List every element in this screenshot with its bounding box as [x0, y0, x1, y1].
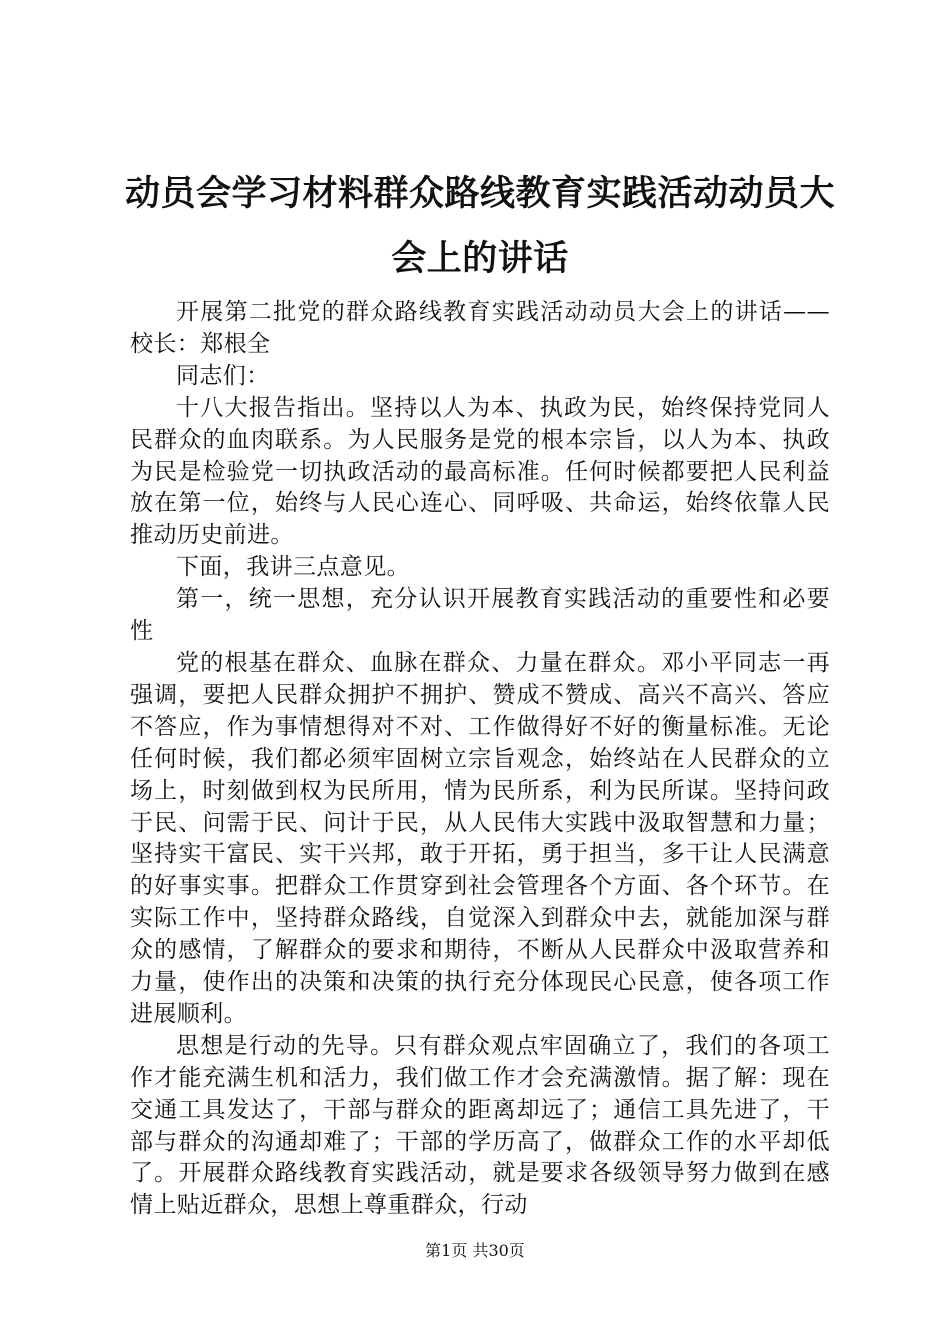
paragraph-roots: 党的根基在群众、血脉在群众、力量在群众。邓小平同志一再强调，要把人民群众拥护不拥护、赞成不赞成、高兴不高兴、答应不答应，作为事情想得对不对、工作做得好不好的衡量标准。无论任何时候，我们都必须牢固树立宗旨观念，始终站在人民群众的立场上，时刻做到权为民所用，情为民所系，利为民所谋。坚持问政于民、问需于民、问计于民，从人民伟大实践中汲取智慧和力量；坚持实干富民、实干兴邦，敢于开拓，勇于担当，多干让人民满意的好事实事。把群众工作贯穿到社会管理各个方面、各个环节。在实际工作中，坚持群众路线，自觉深入到群众中去，就能加深与群众的感情，了解群众的要求和期待，不断从人民群众中汲取营养和力量，使作出的决策和决策的执行充分体现民心民意，使各项工作进展顺利。 [130, 649, 830, 1027]
paragraph-greeting: 同志们： [176, 362, 270, 389]
paragraph-report: 十八大报告指出。坚持以人为本、执政为民，始终保持党同人民群众的血肉联系。为人民服务是党的根本宗旨，以人为本、执政为民是检验党一切执政活动的最高标准。任何时候都要把人民利益放在第一位，始终与人民心连心、同呼吸、共命运，始终依靠人民推动历史前进。 [130, 394, 830, 549]
page-footer: 第1页 共30页 [425, 1241, 525, 1260]
paragraph-intro: 下面，我讲三点意见。 [176, 554, 410, 581]
document-body [130, 297, 830, 1222]
paragraph-thought: 思想是行动的先导。只有群众观点牢固确立了，我们的各项工作才能充满生机和活力，我们做工作才会充满激情。据了解：现在交通工具发达了，干部与群众的距离却远了；通信工具先进了，干部与群众的沟通却难了；干部的学历高了，做群众工作的水平却低了。开展群众路线教育实践活动，就是要求各级领导努力做到在感情上贴近群众，思想上尊重群众，行动 [130, 1032, 830, 1219]
paragraph-subtitle: 开展第二批党的群众路线教育实践活动动员大会上的讲话——校长：郑根全 [130, 299, 830, 357]
paragraph-heading-one: 第一，统一思想，充分认识开展教育实践活动的重要性和必要性 [130, 586, 830, 645]
document-title: 动员会学习材料群众路线教育实践活动动员大会上的讲话 [124, 174, 835, 279]
